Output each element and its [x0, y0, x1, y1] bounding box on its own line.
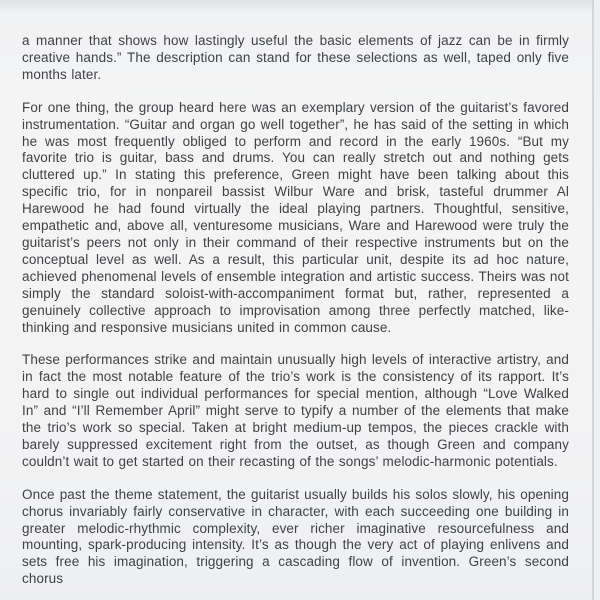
- scan-top-band: [0, 0, 600, 10]
- page-edge-shadow: [592, 0, 594, 600]
- liner-notes-text: [22, 33, 569, 588]
- page-edge-margin: [594, 0, 600, 600]
- paragraph-1: a manner that shows how lastingly useful the basic elements of jazz can be in firmly creative hands.” The description can stand for these selections as well, taped only five months later.: [22, 33, 569, 82]
- paragraph-2: For one thing, the group heard here was an exemplary version of the guitarist’s favored instrumentation. “Guitar and organ go well together”, he has said of the setting in which he was most frequently obliged to perform and record in the early 1960s. “But my favorite trio is guitar, bass and drums. You can really stretch out and nothing gets cluttered up.” In stating this preference, Green might have been talking about this specific trio, for in nonpareil bassist Wilbur Ware and brisk, tasteful drummer Al Harewood he had found virtually the ideal playing partners. Thoughtful, sensitive, empathetic and, above all, venturesome musicians, Ware and Harewood were truly the guitarist’s peers not only in their command of their respective instruments but on the conceptual level as well. As a result, this particular unit, despite its ad hoc nature, achieved phenomenal levels of ensemble integration and artistic success. Theirs was not simply the standard soloist-with-accompaniment format but, rather, represented a genuinely collective approach to improvisation among three perfectly matched, like-thinking and responsive musicians united in common cause.: [22, 99, 569, 335]
- paragraph-4: Once past the theme statement, the guitarist usually builds his solos slowly, his opening chorus invariably fairly conservative in character, with each succeeding one building in greater melodic-rhythmic complexity, ever richer imaginative resourcefulness and mounting, spark-producing intensity. It’s as though the very act of playing enlivens and sets free his imagination, triggering a cascading flow of invention. Green’s second chorus: [22, 486, 569, 587]
- paragraph-3: These performances strike and maintain unusually high levels of interactive artistry, and in fact the most notable feature of the trio’s work is the consistency of its rapport. It’s hard to single out individual performances for special mention, although “Love Walked In” and “I’ll Remember April” might serve to typify a number of the elements that make the trio’s work so special. Taken at bright medium-up tempos, the pieces crackle with barely suppressed excitement right from the outset, as though Green and company couldn’t wait to get started on their recasting of the songs’ melodic-harmonic potentials.: [22, 352, 569, 469]
